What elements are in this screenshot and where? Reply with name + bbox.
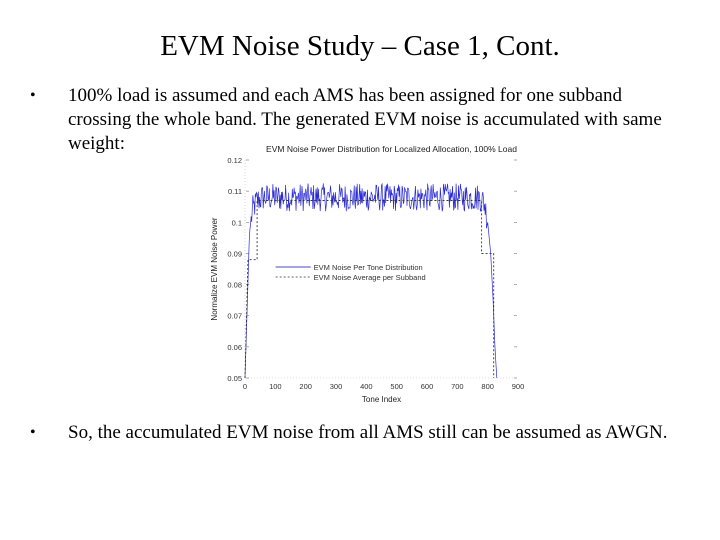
- y-tick-label: 0.08: [227, 280, 242, 290]
- bullet-awgn-conclusion: [30, 421, 668, 445]
- x-tick-label: 200: [299, 382, 312, 391]
- x-tick-label: 500: [390, 382, 403, 391]
- x-tick-label: 0: [242, 382, 248, 391]
- slide-title: EVM Noise Study – Case 1, Cont.: [160, 30, 560, 62]
- y-tick-label: 0.05: [227, 374, 242, 383]
- x-tick-label: 400: [360, 382, 373, 391]
- y-tick-label: 0.09: [227, 249, 242, 259]
- y-axis-label: Normalize EVM Noise Power: [210, 217, 219, 321]
- y-tick-label: 0.07: [227, 311, 242, 321]
- x-tick-label: 700: [451, 382, 464, 391]
- bullet-dot: •: [30, 424, 36, 441]
- x-tick-label: 100: [269, 382, 282, 391]
- bullet-text: 100% load is assumed and each AMS has been assigned for one subband crossing the whole band. The generated EVM noise is accumulated with same weight:: [68, 85, 662, 154]
- chart-svg: [205, 138, 535, 410]
- bullet-text: So, the accumulated EVM noise from all AMS still can be assumed as AWGN.: [68, 422, 668, 443]
- x-tick-label: 900: [511, 382, 525, 391]
- x-axis-label: Tone Index: [361, 395, 402, 404]
- y-tick-label: 0.1: [231, 218, 242, 228]
- y-tick-label: 0.12: [227, 156, 242, 165]
- x-tick-label: 800: [481, 382, 494, 391]
- bullet-dot: •: [30, 87, 36, 104]
- chart-title: EVM Noise Power Distribution for Localized Allocation, 100% Load: [266, 144, 517, 154]
- y-tick-label: 0.06: [227, 342, 242, 352]
- series-average-line: [245, 201, 494, 379]
- y-tick-label: 0.11: [227, 187, 242, 197]
- legend-label-per-tone: EVM Noise Per Tone Distribution: [313, 263, 423, 272]
- x-tick-label: 600: [420, 382, 434, 391]
- legend-label-average: EVM Noise Average per Subband: [313, 273, 426, 282]
- evm-noise-chart: [205, 138, 535, 410]
- x-tick-label: 300: [329, 382, 343, 391]
